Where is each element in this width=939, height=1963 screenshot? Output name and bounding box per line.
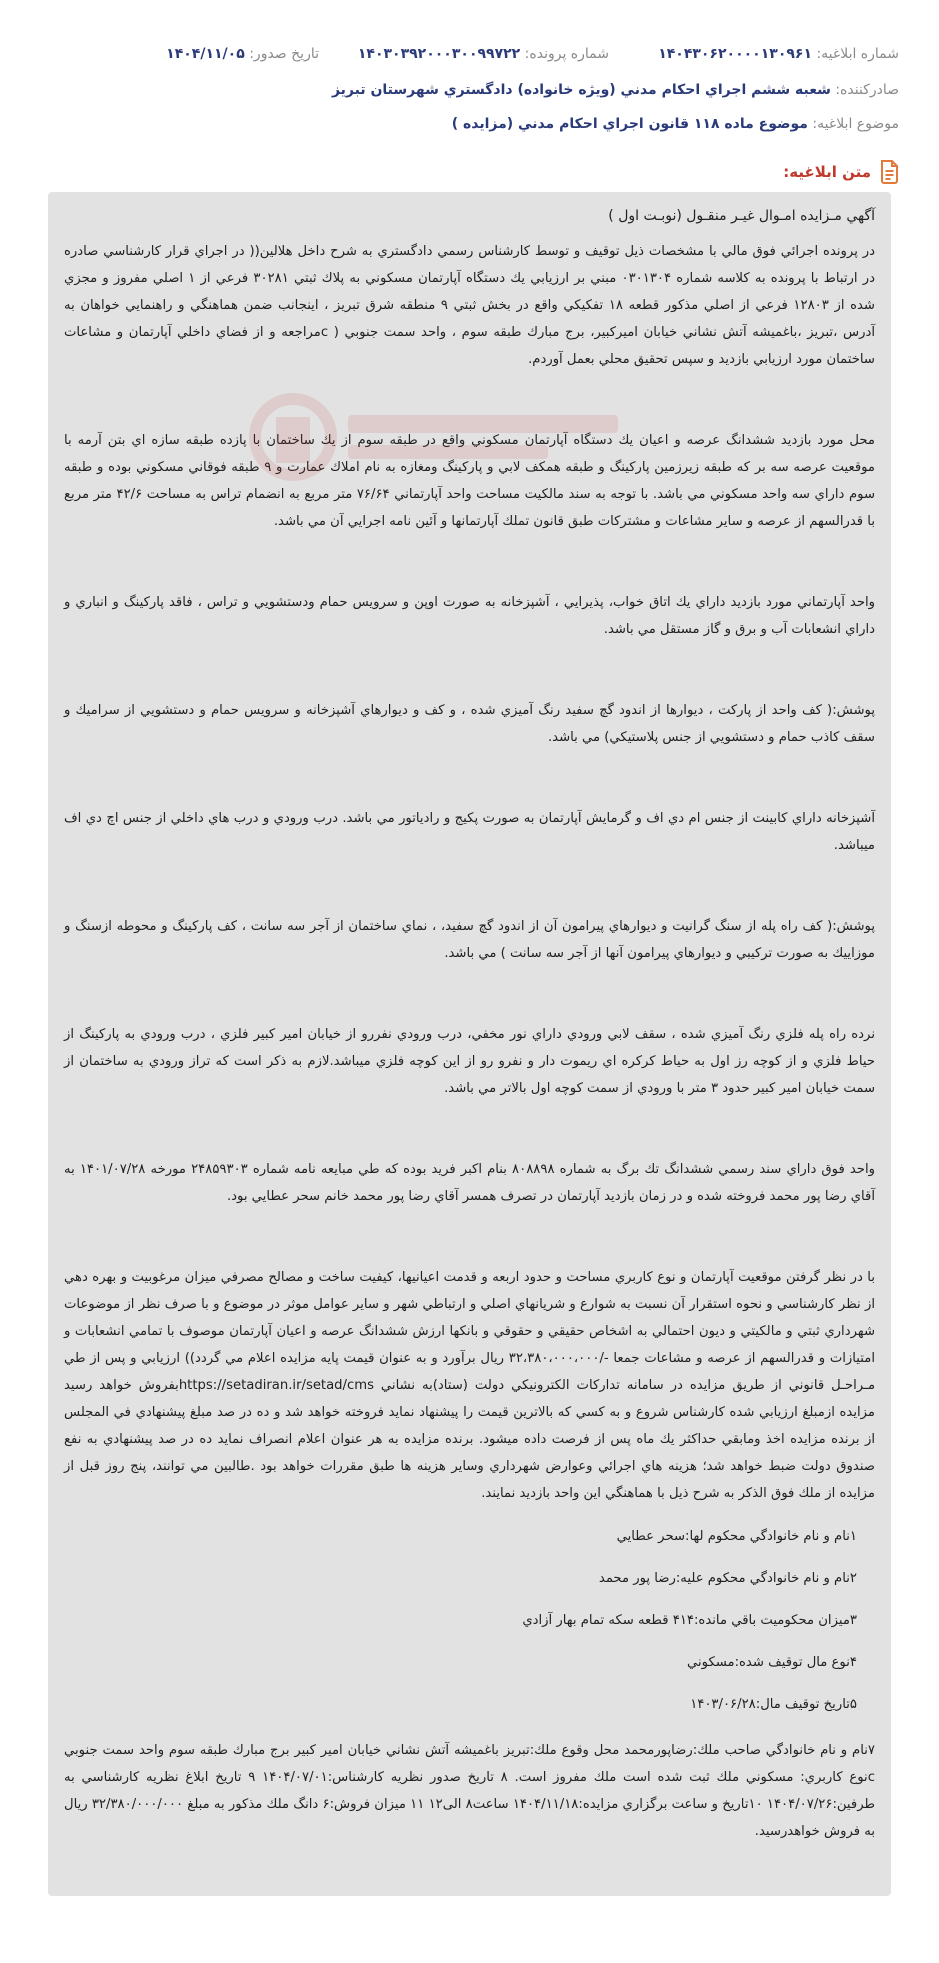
paragraph: با در نظر گرفتن موقعيت آپارتمان و نوع كاربري مساحت و حدود اربعه و قدمت اعيانيها، كيفيت ساخت و مصالح مصرفي ميزان مرغوبيت و بهره دهي از نظر كارشناسي و نحوه استقرار آن نسبت به شوارع و شريانهاي اصلي و ارتباطي شهر و ساير عوامل موثر در موضوع و با صرف نظر از موضوعات شهرداري ثبتي و مالكيتي و ديون احتمالي به اشخاص حقيقي و حقوقي و بانكها ارزش ششدانگ عرصه و اعيان آپارتمان موصوف با تمامي انشعابات و امتيازات و قدرالسهم از عرصه و مشاعات جمعا -/۳۲،۳۸۰،۰۰۰،۰۰۰ ريال برآورد و به عنوان قيمت پايه مزايده اعلام مي گردد)) ارزيابي و پس از طي مـراحـل قانوني از طريق مزايده در سامانه تداركات الكترونيكي دولت (ستاد)به نشاني https://setadiran.ir/setad/cmsبفروش خواهد رسيد مزايده ازمبلغ ارزيابي شده كارشناس شروع و به كسي كه بالاترين قيمت را پيشنهاد نمايد فروخته خواهد شد و ده در صد مبلغ پيشنهادي في المجلس از برنده مزايده اخذ ومابقي حداكثر يك ماه پس از فرصت داده ميشود. برنده مزايده به هر عنوان اعلام انصراف نمايد ده در صد پيشنهادي به نفع صندوق دولت ضبط خواهد شد؛ هزينه هاي اجرائي وعوارض شهرداري وساير هزينه ها طبق مقررات خواهد بود .طالبين مي توانند، پنج روز قبل از مزايده از ملك فوق الذكر به شرح ذيل با هماهنگي اين واحد بازديد نمايند. xyxy=(64,1270,876,1501)
header-row-numbers xyxy=(40,46,899,66)
notice-body-panel xyxy=(48,192,891,1896)
case-number-group xyxy=(358,46,609,62)
list-item: ۱نام و نام خانوادگي محكوم لها:سحر عطايي xyxy=(616,1529,857,1544)
case-number: ۱۴۰۳۰۳۹۲۰۰۰۳۰۰۹۹۷۲۲ xyxy=(357,46,521,62)
paragraph: واحد آپارتماني مورد بازديد داراي يك اتاق خواب، پذيرايي ، آشپزخانه به صورت اوپن و سرويس حمام ودستشويي و تراس ، فاقد پاركينگ و انباري و داراي انشعابات آب و برق و گاز مستقل مي باشد. xyxy=(64,595,875,637)
issue-date: ۱۴۰۴/۱۱/۰۵ xyxy=(166,46,245,62)
list-item: ۲نام و نام خانوادگي محكوم عليه:رضا پور محمد xyxy=(598,1571,857,1586)
case-number-label: شماره پرونده: xyxy=(524,46,609,62)
body-title: متن ابلاغیه: xyxy=(783,163,871,181)
property-details-item: ۷نام و نام خانوادگي صاحب ملك:رضاپورمحمد محل وقوع ملك:تبريز باغميشه آتش نشاني خيابان امير كبير برج مبارك طبقه سوم واحد سمت جنوبي cنوع كاربري: مسكوني ملك ثبت شده است ملك مفروز است. ۸ تاريخ صدور نظريه كارشناس:۱۴۰۴/۰۷/۰۱ ۹ تاريخ ابلاغ نظريه كارشناسي به طرفين:۱۴۰۴/۰۷/۲۶ ۱۰تاريخ و ساعت برگزاري مزايده:۱۴۰۴/۱۱/۱۸ ساعت۸ الی۱۲ ۱۱ ميزان فروش:۶ دانگ ملك مذكور به مبلغ ۳۲/۳۸۰/۰۰۰/۰۰۰ ريال به فروش خواهدرسيد. xyxy=(64,1743,875,1839)
list-item: ۳ميزان محكوميت باقي مانده:۴۱۴ قطعه سكه تمام بهار آزادي xyxy=(522,1613,857,1628)
issue-date-label: تاریخ صدور: xyxy=(249,46,319,62)
paragraph: نرده راه پله فلزي رنگ آميزي شده ، سقف لابي ورودي داراي نور مخفي، درب ورودي نفررو از خيابان امير كبير فلزي ، درب ورودي به پاركينگ از حياط فلزي و از كوچه رز اول به حياط كركره اي ريموت دار و نفرو رو از اين كوچه فلزي ميباشد.لازم به ذكر است كه تراز ورودي به ساختمان از سمت خيابان امير كبير حدود ۳ متر با ورودي از سمت كوچه اول بالاتر مي باشد. xyxy=(64,1027,875,1096)
header-row-subject xyxy=(40,116,899,132)
paragraph: پوشش:( كف واحد از پاركت ، ديوارها از اندود گچ سفيد رنگ آميزي شده ، و كف و ديوارهاي آشپزخانه و سرويس حمام و دستشويي از سراميك و سقف كاذب حمام و دستشويي از جنس پلاستيكي) مي باشد. xyxy=(64,703,875,745)
paragraph: محل مورد بازديد ششدانگ عرصه و اعيان يك دستگاه آپارتمان مسكوني واقع در طبقه سوم از يك ساختمان با پازده طبقه سازه اي بتن آرمه با موقعيت عرصه سه بر كه طبقه زيرزمين پاركينگ و طبقه همكف لابي و پاركينگ ومغازه به نام املاك عمارت و ۹ طبقه فوقاني مسكوني بوده و طبقه سوم داراي سه واحد مسكوني مي باشد. با توجه به سند مالكيت مساحت واحد آپارتماني ۷۶/۶۴ متر مربع به انضمام تراس به مساحت ۴۲/۶ متر مربع با قدرالسهم از عرصه و ساير مشاعات و مشتركات طبق قانون تملك آپارتمانها و آئين نامه اجرايي آن مي باشد. xyxy=(64,433,875,529)
issuer-label: صادرکننده: xyxy=(835,82,899,98)
paragraph: آشپزخانه داراي كابينت از جنس ام دي اف و گرمايش آپارتمان به صورت پكيج و رادياتور مي باشد. درب ورودي و درب هاي داخلي از جنس اچ دي اف ميباشد. xyxy=(64,811,875,853)
list-item: ۵تاريخ توقيف مال:۱۴۰۳/۰۶/۲۸ xyxy=(690,1697,857,1712)
notice-number-group xyxy=(658,46,899,62)
body-title-wrap xyxy=(783,160,899,184)
notice-number-label: شماره ابلاغیه: xyxy=(816,46,899,62)
subject-label: موضوع ابلاغیه: xyxy=(812,116,899,132)
notice-heading: آگهي مـزايده امـوال غيـر منقـول (نوبـت اول ) xyxy=(608,208,875,224)
header-row-issuer xyxy=(40,82,899,98)
details-list xyxy=(64,1527,875,1715)
list-item: ۴نوع مال توقيف شده:مسكوني xyxy=(686,1655,857,1670)
paragraph: در پرونده اجرائي فوق مالي با مشخصات ذيل توقيف و توسط كارشناس رسمي دادگستري به شرح داخل هلالين(( در اجراي قرار كارشناسي صادره در ارتباط با پرونده به كلاسه شماره ۰۳۰۱۳۰۴ مبني بر ارزيابي يك دستگاه آپارتمان مسكوني به پلاك ثبتي ۳۰۲۸۱ فرعي از ۱ اصلي مفروز و مجزي شده از ۱۲۸۰۳ فرعي از اصلي مذكور قطعه ۱۸ تفكيكي واقع در بخش ثبتي ۹ منطقه شرق تبريز ، اينجانب ضمن هماهنگي و راهنمايي خواهان به آدرس ،تبريز ،باغميشه آتش نشاني خيابان اميركبير، برج مبارك طبقه سوم ، واحد سمت جنوبي ( cمراجعه و از فضاي داخلي آپارتمان و مشاعات ساختمان مورد ارزيابي بازديد و سپس تحقيق محلي بعمل آوردم. xyxy=(64,244,875,367)
paragraph: واحد فوق داراي سند رسمي ششدانگ تك برگ به شماره ۸۰۸۸۹۸ بنام اكبر فريد بوده كه طي مبايعه نامه شماره ۲۴۸۵۹۳۰۳ مورخه ۱۴۰۱/۰۷/۲۸ به آقاي رضا پور محمد فروخته شده و در زمان بازديد آپارتمان در تصرف همسر آقاي رضا پور محمد خانم سحر عطايي بود. xyxy=(64,1162,875,1204)
document-icon xyxy=(879,160,899,184)
subject: موضوع ماده ۱۱۸ قانون اجراي احكام مدني (مزايده ) xyxy=(451,116,808,132)
notice-number: ۱۴۰۴۳۰۶۲۰۰۰۰۱۳۰۹۶۱ xyxy=(658,46,812,62)
issue-date-group xyxy=(166,46,319,62)
paragraph: پوشش:( كف راه پله از سنگ گرانيت و ديوارهاي پيرامون آن از اندود گچ سفيد، ، نماي ساختمان از آجر سه سانت ، كف پاركينگ و محوطه ازسنگ و موزاييك به صورت تركيبي و ديوارهاي پيرامون آنها از آجر سه سانت ) مي باشد. xyxy=(64,919,875,961)
issuer: شعبه ششم اجراي احكام مدني (ويژه خانواده) دادگستري شهرستان تبريز xyxy=(331,82,831,98)
